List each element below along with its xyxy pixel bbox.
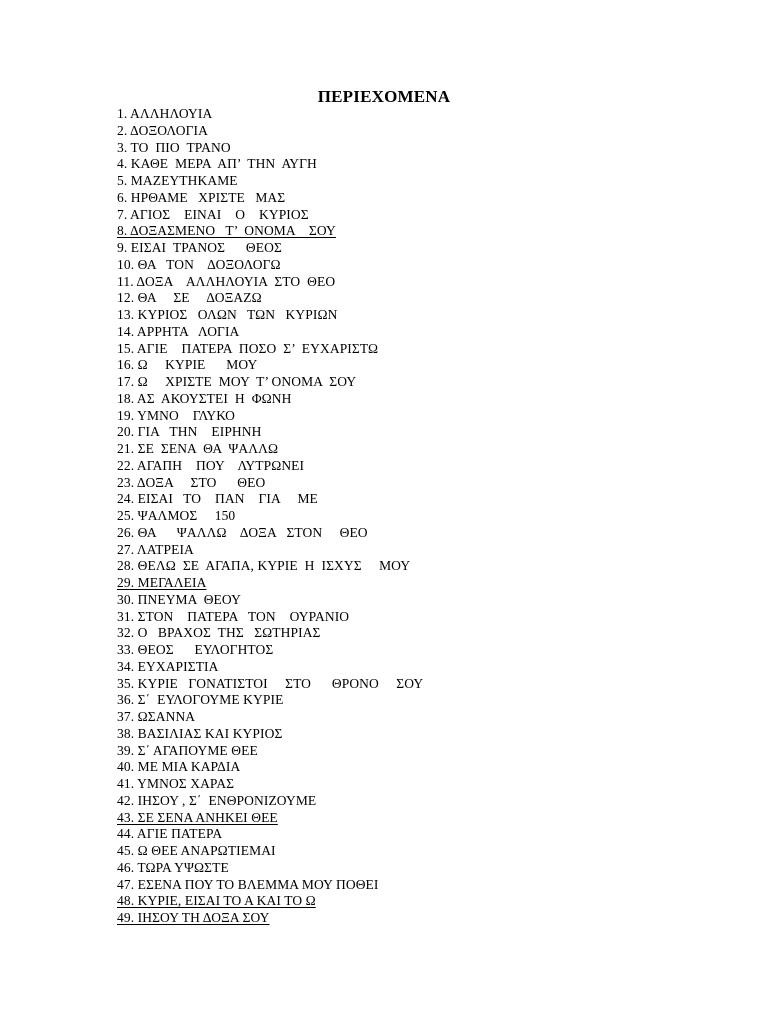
toc-entry: 18. ΑΣ ΑΚΟΥΣΤΕΙ Η ΦΩΝΗ [117,390,292,406]
toc-entry: 27. ΛΑΤΡΕΙΑ [117,541,194,557]
toc-entry: 5. ΜΑΖΕΥΤΗΚΑΜΕ [117,173,238,188]
toc-entry: 33. ΘΕΟΣ ΕΥΛΟΓΗΤΟΣ [117,642,274,657]
toc-entry: 34. ΕΥΧΑΡΙΣΤΙΑ [117,658,219,674]
toc-entry: 17. Ω ΧΡΙΣΤΕ ΜΟΥ Τ’ ΟΝΟΜΑ ΣΟΥ [117,374,357,389]
toc-entry: 4. ΚΑΘΕ ΜΕΡΑ ΑΠ’ ΤΗΝ ΑΥΓΗ [117,156,317,172]
toc-entry: 21. ΣΕ ΣΕΝΑ ΘΑ ΨΑΛΛΩ [117,441,279,456]
table-of-contents [117,106,423,927]
toc-entry: 37. ΩΣΑΝΝΑ [117,709,196,724]
toc-entry: 40. ΜΕ ΜΙΑ ΚΑΡΔΙΑ [117,759,241,775]
toc-entry: 47. ΕΣΕΝΑ ΠΟΥ ΤΟ ΒΛΕΜΜΑ ΜΟΥ ΠΟΘΕΙ [117,876,379,892]
toc-entry: 19. ΥΜΝΟ ΓΛΥΚΟ [117,407,235,423]
toc-entry: 42. ΙΗΣΟΥ , Σ΄ ΕΝΘΡΟΝΙΖΟΥΜΕ [117,792,317,808]
toc-entry: 38. ΒΑΣΙΛΙΑΣ ΚΑΙ ΚΥΡΙΟΣ [117,725,283,741]
toc-entry: 26. ΘΑ ΨΑΛΛΩ ΔΟΞΑ ΣΤΟΝ ΘΕΟ [117,524,368,540]
toc-entry: 12. ΘΑ ΣΕ ΔΟΞΑΖΩ [117,290,262,306]
toc-entry: 32. Ο ΒΡΑΧΟΣ ΤΗΣ ΣΩΤΗΡΙΑΣ [117,625,321,641]
toc-entry: 9. ΕΙΣΑΙ ΤΡΑΝΟΣ ΘΕΟΣ [117,240,282,255]
page-title: ΠΕΡΙΕΧΟΜΕΝΑ [317,87,451,106]
toc-entry: 36. Σ΄ ΕΥΛΟΓΟΥΜΕ ΚΥΡΙΕ [117,692,284,708]
toc-entry: 43. ΣΕ ΣΕΝΑ ΑΝΗΚΕΙ ΘΕΕ [117,809,278,825]
toc-entry: 41. ΥΜΝΟΣ ΧΑΡΑΣ [117,776,235,791]
toc-entry: 11. ΔΟΞΑ ΑΛΛΗΛΟΥΙΑ ΣΤΟ ΘΕΟ [117,273,336,289]
toc-entry: 15. ΑΓΙΕ ΠΑΤΕΡΑ ΠΟΣΟ Σ’ ΕΥΧΑΡΙΣΤΩ [117,340,379,356]
toc-entry: 25. ΨΑΛΜΟΣ 150 [117,508,236,523]
toc-entry: 2. ΔΟΞΟΛΟΓΙΑ [117,122,208,138]
toc-entry: 44. ΑΓΙΕ ΠΑΤΕΡΑ [117,826,223,842]
toc-entry: 14. ΑΡΡΗΤΑ ΛΟΓΙΑ [117,323,240,339]
toc-entry: 6. ΗΡΘΑΜΕ ΧΡΙΣΤΕ ΜΑΣ [117,189,286,205]
toc-entry: 30. ΠΝΕΥΜΑ ΘΕΟΥ [117,591,241,607]
toc-entry: 10. ΘΑ ΤΟΝ ΔΟΞΟΛΟΓΩ [117,256,281,272]
toc-entry: 31. ΣΤΟΝ ΠΑΤΕΡΑ ΤΟΝ ΟΥΡΑΝΙΟ [117,608,350,624]
toc-entry: 13. ΚΥΡΙΟΣ ΟΛΩΝ ΤΩΝ ΚΥΡΙΩΝ [117,307,338,322]
toc-entry: 3. ΤΟ ΠΙΟ ΤΡΑΝΟ [117,139,231,155]
toc-entry: 16. Ω ΚΥΡΙΕ ΜΟΥ [117,357,258,373]
toc-entry: 22. ΑΓΑΠΗ ΠΟΥ ΛΥΤΡΩΝΕΙ [117,457,305,473]
toc-entry: 23. ΔΟΞΑ ΣΤΟ ΘΕΟ [117,474,266,490]
toc-entry: 45. Ω ΘΕΕ ΑΝΑΡΩΤΙΕΜΑΙ [117,843,276,858]
toc-entry: 39. Σ΄ ΑΓΑΠΟΥΜΕ ΘΕΕ [117,742,258,758]
toc-entry: 46. ΤΩΡΑ ΥΨΩΣΤΕ [117,859,229,875]
toc-entry: 20. ΓΙΑ ΤΗΝ ΕΙΡΗΝΗ [117,424,262,440]
toc-entry: 24. ΕΙΣΑΙ ΤΟ ΠΑΝ ΓΙΑ ΜΕ [117,491,318,507]
toc-entry: 1. ΑΛΛΗΛΟΥΙΑ [117,106,213,121]
toc-entry: 49. ΙΗΣΟΥ ΤΗ ΔΟΞΑ ΣΟΥ [117,910,270,925]
toc-entry: 48. ΚΥΡΙΕ, ΕΙΣΑΙ ΤΟ Α ΚΑΙ ΤΟ Ω [117,893,316,909]
toc-entry: 35. ΚΥΡΙΕ ΓΟΝΑΤΙΣΤΟΙ ΣΤΟ ΘΡΟΝΟ ΣΟΥ [117,675,424,691]
toc-entry: 8. ΔΟΞΑΣΜΕΝΟ Τ’ ΟΝΟΜΑ ΣΟΥ [117,223,336,239]
toc-entry: 29. ΜΕΓΑΛΕΙΑ [117,575,207,590]
toc-entry: 28. ΘΕΛΩ ΣΕ ΑΓΑΠΑ, ΚΥΡΙΕ Η ΙΣΧΥΣ ΜΟΥ [117,558,411,574]
toc-entry: 7. ΑΓΙΟΣ ΕΙΝΑΙ Ο ΚΥΡΙΟΣ [117,206,309,222]
